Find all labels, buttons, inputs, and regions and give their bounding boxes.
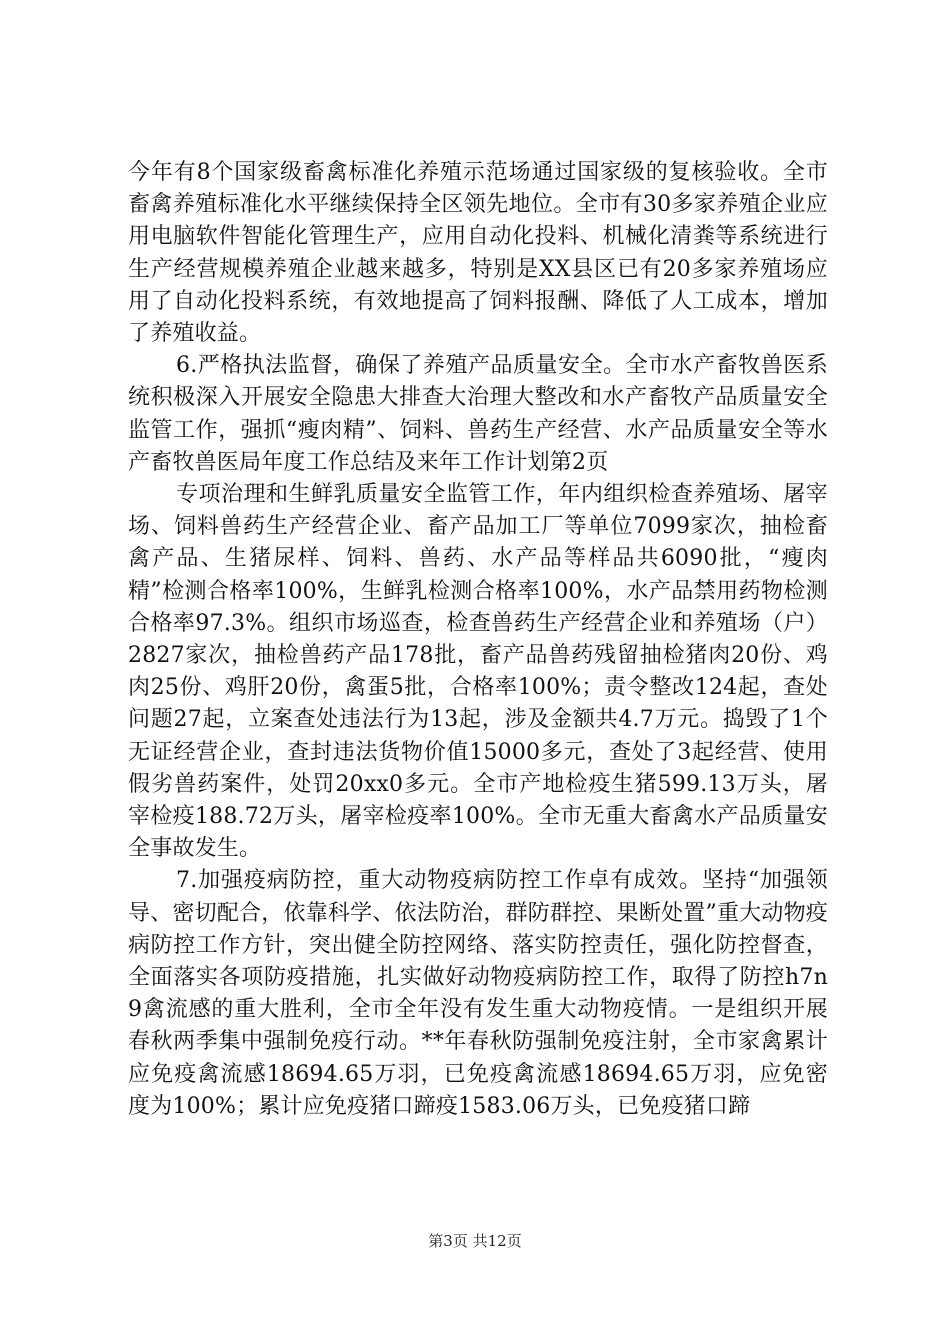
paragraph-4: 7.加强疫病防控，重大动物疫病防控工作卓有成效。坚持“加强领导、密切配合，依靠科学、依法防治，群防群控、果断处置”重大动物疫病防控工作方针，突出健全防控网络、落实防控责任，强化防控督查，全面落实各项防疫措施，扎实做好动物疫病防控工作，取得了防控h7n9禽流感的重大胜利，全市全年没有发生重大动物疫情。一是组织开展春秋两季集中强制免疫行动。**年春秋防强制免疫注射，全市家禽累计应免疫禽流感18694.65万羽，已免疫禽流感18694.65万羽，应免密度为100%；累计应免疫猪口蹄疫1583.06万头，已免疫猪口蹄 xyxy=(128,868,828,1119)
paragraph-2: 6.严格执法监督，确保了养殖产品质量安全。全市水产畜牧兽医系统积极深入开展安全隐患大排查大治理大整改和水产畜牧产品质量安全监管工作，强抓“瘦肉精”、饲料、兽药生产经营、水产品质量安全等水产畜牧兽医局年度工作总结及来年工作计划第2页 xyxy=(128,353,828,475)
paragraph-3: 专项治理和生鲜乳质量安全监管工作，年内组织检查养殖场、屠宰场、饲料兽药生产经营企业、畜产品加工厂等单位7099家次，抽检畜禽产品、生猪尿样、饲料、兽药、水产品等样品共6090批，“瘦肉精”检测合格率100%，生鲜乳检测合格率100%，水产品禁用药物检测合格率97.3%。组织市场巡查，检查兽药生产经营企业和养殖场（户）2827家次，抽检兽药产品178批，畜产品兽药残留抽检猪肉20份、鸡肉25份、鸡肝20份，禽蛋5批，合格率100%；责令整改124起，查处问题27起，立案查处违法行为13起，涉及金额共4.7万元。捣毁了1个无证经营企业，查封违法货物价值15000多元，查处了3起经营、使用假劣兽药案件，处罚20xx0多元。全市产地检疫生猪599.13万头，屠宰检疫188.72万头，屠宰检疫率100%。全市无重大畜禽水产品质量安全事故发生。 xyxy=(128,482,828,862)
paragraph-1: 今年有8个国家级畜禽标准化养殖示范场通过国家级的复核验收。全市畜禽养殖标准化水平继续保持全区领先地位。全市有30多家养殖企业应用电脑软件智能化管理生产，应用自动化投料、机械化清粪等系统进行生产经营规模养殖企业越来越多，特别是XX县区已有20多家养殖场应用了自动化投料系统，有效地提高了饲料报酬、降低了人工成本，增加了养殖收益。 xyxy=(128,160,828,347)
document-body xyxy=(128,157,828,1123)
page-footer: 第3页 共12页 xyxy=(428,1232,522,1250)
